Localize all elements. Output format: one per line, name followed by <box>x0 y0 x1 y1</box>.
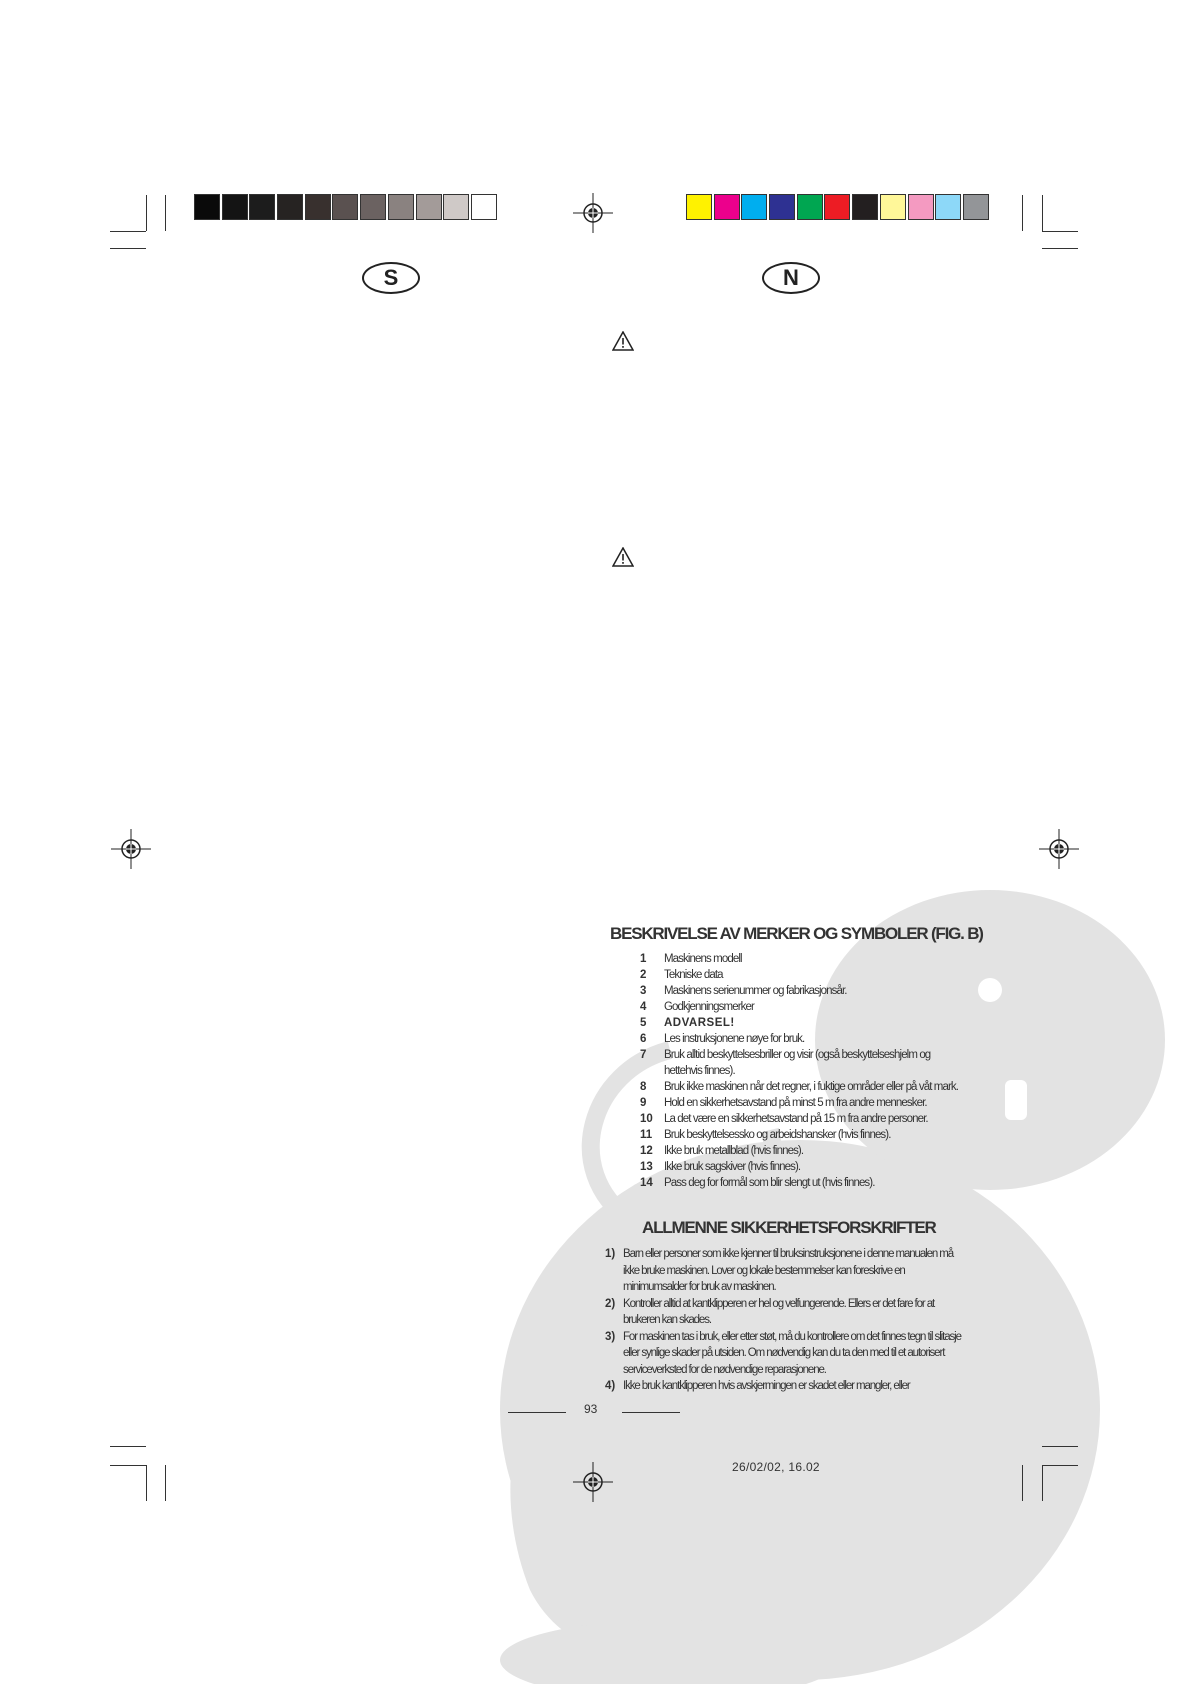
registration-mark-icon <box>573 193 613 233</box>
crop-mark <box>1042 1446 1078 1447</box>
color-swatch <box>443 194 469 220</box>
list-item: 2 Tekniske data <box>640 969 723 981</box>
color-swatch <box>388 194 414 220</box>
color-swatch <box>852 194 878 220</box>
list-item: 4 Godkjenningsmerker <box>640 1001 754 1013</box>
color-swatch <box>714 194 740 220</box>
crop-mark <box>1042 195 1043 231</box>
list-item: 10 La det være en sikkerhetsavstand på 15 m fra andre personer. <box>640 1113 928 1125</box>
crop-mark <box>110 231 146 232</box>
list-item: 7 Bruk alltid beskyttelsesbriller og visir (også beskyttelseshjelm og hettehvis finnes). <box>640 1049 931 1077</box>
print-timestamp: 26/02/02, 16.02 <box>732 1460 820 1474</box>
color-swatch <box>222 194 248 220</box>
color-swatch <box>332 194 358 220</box>
list-item: 3 Maskinens serienummer og fabrikasjonsår. <box>640 985 847 997</box>
list-item: 4) Ikke bruk kantklipperen hvis avskjermingen er skadet eller mangler, eller <box>605 1380 910 1392</box>
language-badge-norwegian: N <box>762 262 820 294</box>
color-swatch <box>824 194 850 220</box>
list-item: 12 Ikke bruk metallblad (hvis finnes). <box>640 1145 804 1157</box>
footer-rule <box>622 1412 680 1413</box>
crop-mark <box>146 1465 147 1501</box>
color-swatch <box>908 194 934 220</box>
list-item: 1) Barn eller personer som ikke kjenner til bruksinstruksjonene i denne manualen må ikke bruke maskinen. Lover og lokale bestemmelser kan foreskrive en minimumsalder for bruk av maskinen. <box>605 1248 954 1293</box>
crop-mark <box>1042 1465 1043 1501</box>
crop-mark <box>165 195 166 231</box>
crop-mark <box>110 248 146 249</box>
color-swatch <box>935 194 961 220</box>
warning-triangle-icon <box>612 331 634 351</box>
color-swatch <box>880 194 906 220</box>
crop-mark <box>1042 1465 1078 1466</box>
crop-mark <box>110 1446 146 1447</box>
registration-mark-icon <box>1039 829 1079 869</box>
list-item: 1 Maskinens modell <box>640 953 742 965</box>
color-swatch <box>360 194 386 220</box>
section-heading-markings: BESKRIVELSE AV MERKER OG SYMBOLER (FIG. B) <box>610 924 983 943</box>
color-swatch <box>741 194 767 220</box>
registration-mark-icon <box>573 1462 613 1502</box>
crop-mark <box>146 195 147 231</box>
crop-mark <box>1022 195 1023 231</box>
color-swatch <box>471 194 497 220</box>
list-item: 5 ADVARSEL! <box>640 1017 735 1029</box>
process-color-bar <box>686 194 991 220</box>
section-heading-safety: ALLMENNE SIKKERHETSFORSKRIFTER <box>642 1218 936 1237</box>
color-swatch <box>416 194 442 220</box>
crop-mark <box>165 1465 166 1501</box>
footer-rule <box>508 1412 566 1413</box>
warning-triangle-icon <box>612 547 634 567</box>
color-swatch <box>686 194 712 220</box>
crop-mark <box>1042 248 1078 249</box>
list-item: 2) Kontroller alltid at kantklipperen er hel og velfungerende. Ellers er det fare for at brukeren kan skades. <box>605 1297 935 1326</box>
grayscale-color-bar <box>194 194 499 220</box>
symbols-list <box>640 951 970 1191</box>
list-item: 3) For maskinen tas i bruk, eller etter støt, må du kontrollere om det finnes tegn til slitasje eller synlige skader på utsiden. Om nødvendig kan du ta den med til et autorisert serviceverksted for de nødvendige reparasjonene. <box>605 1330 961 1376</box>
crop-mark <box>110 1465 146 1466</box>
registration-mark-icon <box>111 829 151 869</box>
color-swatch <box>194 194 220 220</box>
list-item: 14 Pass deg for formål som blir slengt ut (hvis finnes). <box>640 1177 875 1189</box>
list-item: 11 Bruk beskyttelsessko og arbeidshansker (hvis finnes). <box>640 1129 891 1141</box>
color-swatch <box>277 194 303 220</box>
color-swatch <box>963 194 989 220</box>
page-number: 93 <box>584 1402 598 1416</box>
safety-rules-list <box>605 1246 967 1395</box>
list-item: 6 Les instruksjonene nøye for bruk. <box>640 1033 805 1045</box>
crop-mark <box>1022 1465 1023 1501</box>
color-swatch <box>797 194 823 220</box>
color-swatch <box>305 194 331 220</box>
language-badge-swedish: S <box>362 262 420 294</box>
color-swatch <box>249 194 275 220</box>
list-item: 13 Ikke bruk sagskiver (hvis finnes). <box>640 1161 801 1173</box>
crop-mark <box>1042 231 1078 232</box>
color-swatch <box>769 194 795 220</box>
list-item: 8 Bruk ikke maskinen når det regner, i fuktige områder eller på våt mark. <box>640 1081 959 1093</box>
list-item: 9 Hold en sikkerhetsavstand på minst 5 m fra andre mennesker. <box>640 1097 927 1109</box>
